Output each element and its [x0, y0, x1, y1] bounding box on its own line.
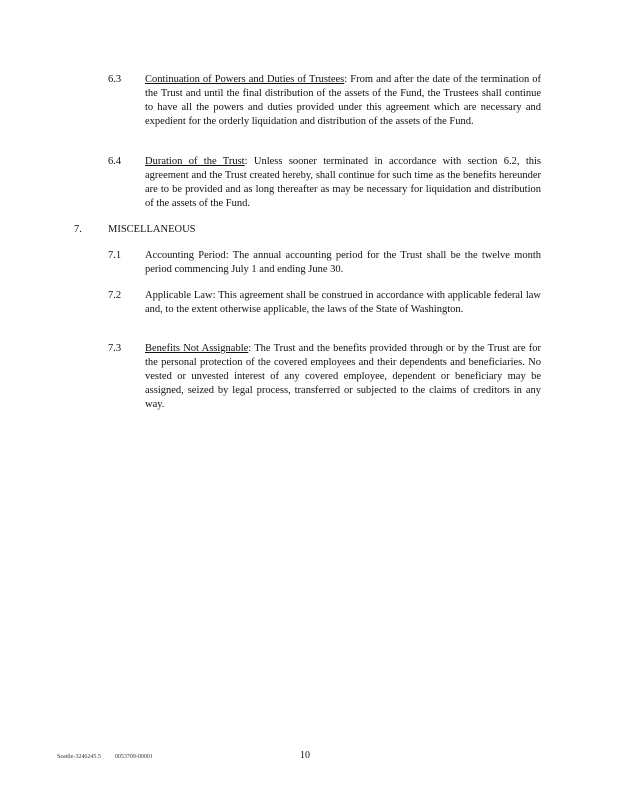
section-body: : From and after the date of the termination of the Trust and until the final distribution of the assets of the Fund, the Trustees shall continue to have all the powers and duties provided under this agreement which are necessary and expedient for the orderly liquidation and distribution of the assets of the Fund.: [145, 74, 542, 127]
doc-id: Seattle-3246245.5: [57, 754, 101, 760]
section-heading: Continuation of Powers and Duties of Trustees: [145, 74, 345, 85]
page-number: 10: [300, 750, 310, 761]
matter-id: 0053709-00001: [114, 754, 153, 760]
section-number: 6.4: [108, 156, 122, 167]
section-paragraph: [145, 73, 541, 129]
section-number: 7.1: [108, 250, 122, 261]
section-body: : The annual accounting period for the Trust shall be the twelve month period commencing July 1 and ending June 30.: [145, 250, 542, 275]
section-body: : The Trust and the benefits provided through or by the Trust are for the personal protection of the covered employees and their dependents and beneficiaries. No vested or unvested interest of any covered employee, dependent or beneficiary may be assigned, seized by legal process, transferred or subjected to the claims of creditors in any way.: [145, 343, 541, 410]
section-body: : Unless sooner terminated in accordance with section 6.2, this agreement and the Trust created hereby, shall continue for such time as the benefits hereunder are to be provided and as long thereafter as may be necessary for liquidation and distribution of the assets of the Fund.: [145, 156, 541, 209]
article-number: 7.: [74, 224, 82, 235]
section-paragraph: [145, 155, 541, 211]
section-heading: Benefits Not Assignable: [145, 343, 249, 354]
section-heading: Applicable Law: [145, 290, 213, 301]
article-title: MISCELLANEOUS: [108, 224, 196, 235]
section-heading: Duration of the Trust: [145, 156, 245, 167]
section-number: 6.3: [108, 74, 122, 85]
footer-document-id: [57, 753, 167, 761]
section-heading: Accounting Period: [145, 250, 226, 261]
section-paragraph: [145, 342, 541, 412]
section-number: 7.2: [108, 290, 122, 301]
section-paragraph: [145, 289, 541, 317]
section-number: 7.3: [108, 343, 122, 354]
section-body: : This agreement shall be construed in accordance with applicable federal law and, to the extent otherwise applicable, the laws of the State of Washington.: [145, 290, 541, 315]
section-paragraph: [145, 249, 541, 277]
